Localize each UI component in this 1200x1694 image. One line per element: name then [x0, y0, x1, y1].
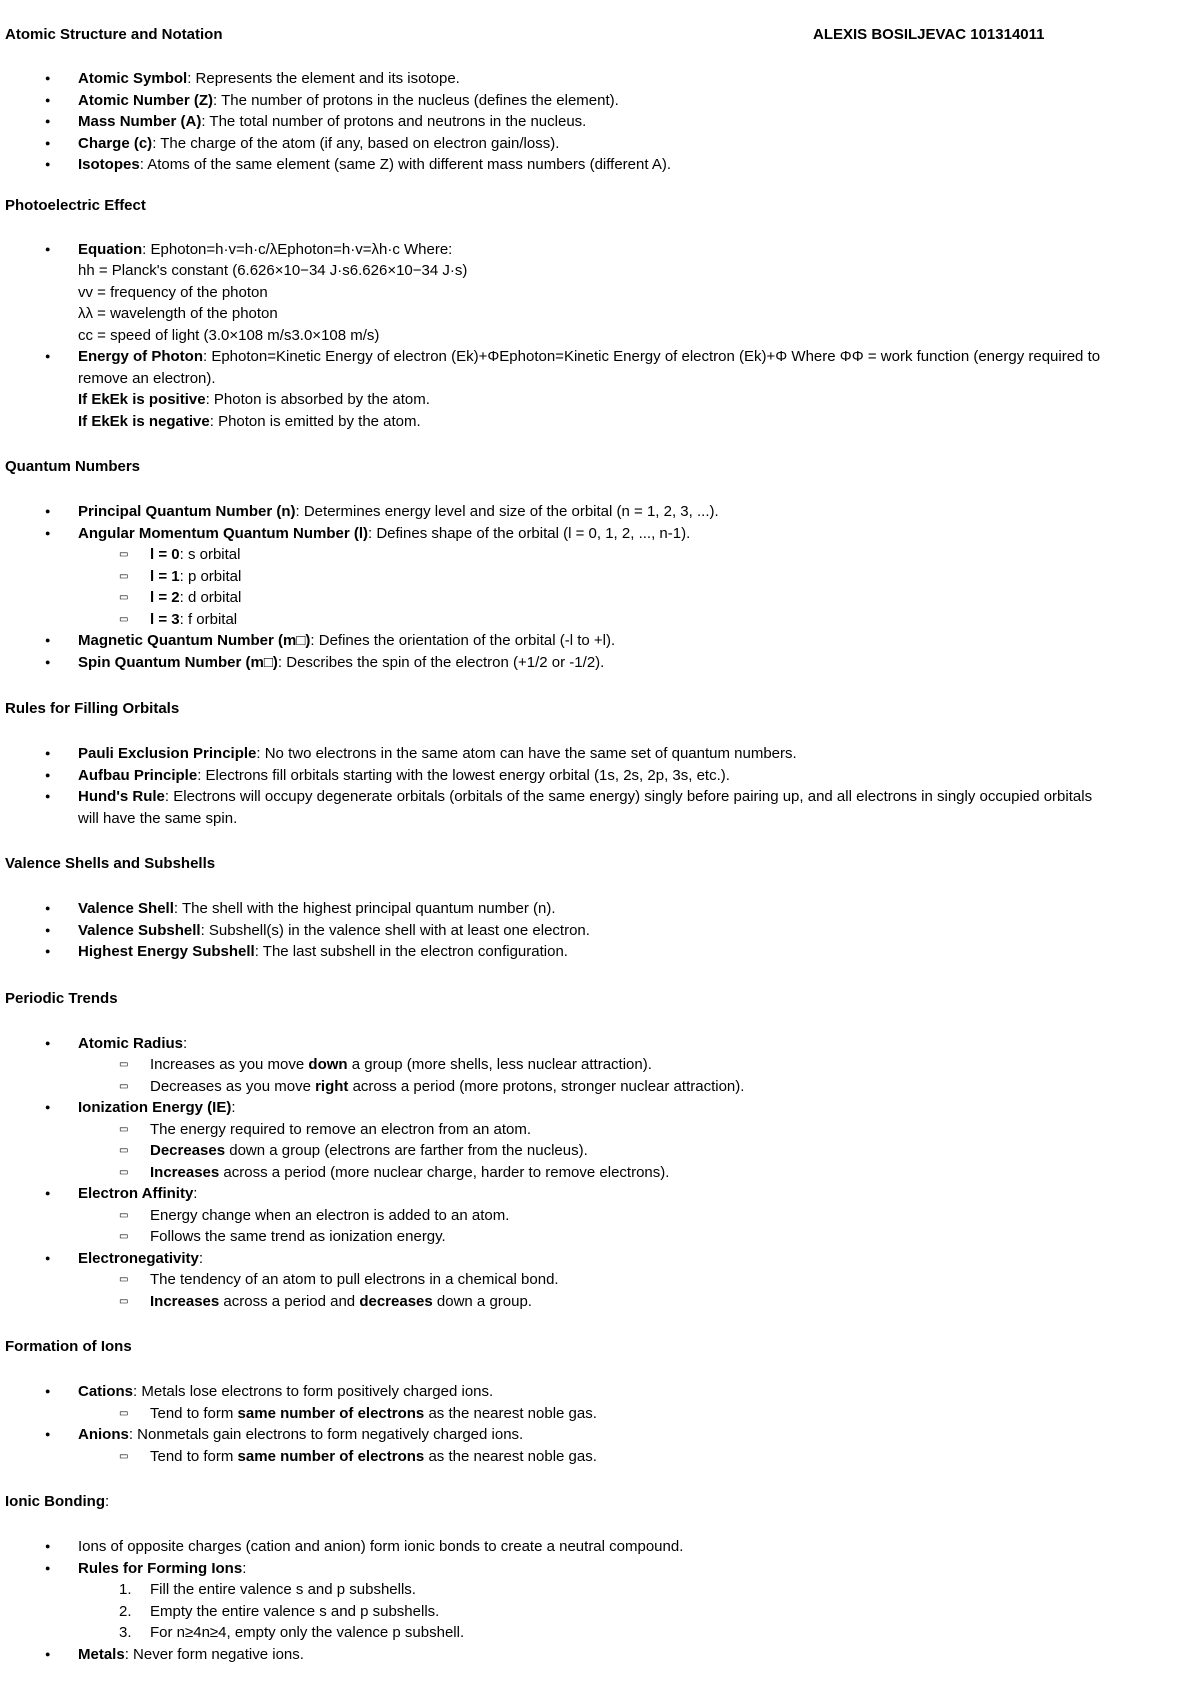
sub-list-item: ▭ Follows the same trend as ionization energy.	[5, 1226, 1193, 1248]
list-item: ● Principal Quantum Number (n): Determines energy level and size of the orbital (n = 1, 2, 3, ...).	[5, 501, 1193, 523]
sub-list-item: ▭ Energy change when an electron is added to an atom.	[5, 1205, 1193, 1227]
sub-list-item: ▭ Tend to form same number of electrons as the nearest noble gas.	[5, 1446, 1193, 1468]
list-item: ● Valence Shell: The shell with the highest principal quantum number (n).	[5, 898, 1193, 920]
list-item: ● Isotopes: Atoms of the same element (same Z) with different mass numbers (different A).	[5, 154, 1193, 176]
sub-list-item: ▭ Decreases as you move right across a period (more protons, stronger nuclear attraction).	[5, 1076, 1193, 1098]
section-heading-trends: Periodic Trends	[5, 989, 118, 1007]
list-item: ● Ions of opposite charges (cation and anion) form ionic bonds to create a neutral compound.	[5, 1536, 1193, 1558]
section-heading-ions: Formation of Ions	[5, 1338, 132, 1355]
sub-list-item: ▭ The energy required to remove an electron from an atom.	[5, 1119, 1193, 1141]
sub-list-item: ▭ Increases as you move down a group (more shells, less nuclear attraction).	[5, 1054, 1193, 1076]
sub-list-item: ▭ Decreases down a group (electrons are farther from the nucleus).	[5, 1140, 1193, 1162]
rules-list	[5, 743, 1193, 829]
list-item: ● Pauli Exclusion Principle: No two electrons in the same atom can have the same set of quantum numbers.	[5, 743, 1193, 765]
sub-list-item: ▭ l = 0: s orbital	[5, 544, 1193, 566]
list-item: ● Energy of Photon: Ephoton=Kinetic Energy of electron (Ek)+ΦEphoton=Kinetic Energy of electron (Ek)+Φ Where ΦΦ = work function (energy required to remove an electron). If EkEk is positive: Photon is absorbed by the atom. If EkEk is negative: Photon is emitted by the atom.	[5, 346, 1193, 432]
sub-list-item: ▭ Tend to form same number of electrons as the nearest noble gas.	[5, 1403, 1193, 1425]
list-item: ● Spin Quantum Number (m□): Describes the spin of the electron (+1/2 or -1/2).	[5, 652, 1193, 674]
list-item: ● Equation: Ephoton=h·v=h·c/λEphoton=h·v=λh·c Where: hh = Planck's constant (6.626×10−34 J·s6.626×10−34 J·s) vv = frequency of the photon λλ = wavelength of the photon cc = speed of light (3.0×108 m/s3.0×108 m/s)	[5, 239, 1193, 347]
section-heading-ionic-bonding: Ionic Bonding:	[5, 1493, 110, 1510]
quantum-list	[5, 501, 1193, 673]
trends-list	[5, 1033, 1193, 1313]
section-heading-photoelectric: Photoelectric Effect	[5, 196, 146, 214]
list-item: ● Aufbau Principle: Electrons fill orbitals starting with the lowest energy orbital (1s, 2s, 2p, 3s, etc.).	[5, 765, 1193, 787]
sub-list-item: ▭ Increases across a period and decreases down a group.	[5, 1291, 1193, 1313]
ionic-bonding-list	[5, 1536, 1193, 1665]
list-item: ● Ionization Energy (IE):	[5, 1097, 1193, 1119]
list-item: ● Hund's Rule: Electrons will occupy degenerate orbitals (orbitals of the same energy) singly before pairing up, and all electrons in singly occupied orbitals will have the same spin.	[5, 786, 1193, 829]
document-title: Atomic Structure and Notation	[5, 26, 223, 43]
list-item: ● Anions: Nonmetals gain electrons to form negatively charged ions.	[5, 1424, 1193, 1446]
list-item: ● Metals: Never form negative ions.	[5, 1644, 1193, 1666]
numbered-item: 2. Empty the entire valence s and p subshells.	[119, 1602, 440, 1620]
sub-list-item: ▭ The tendency of an atom to pull electrons in a chemical bond.	[5, 1269, 1193, 1291]
list-item: ● Magnetic Quantum Number (m□): Defines the orientation of the orbital (-l to +l).	[5, 630, 1193, 652]
ions-list	[5, 1381, 1193, 1467]
list-item: ● Atomic Symbol: Represents the element and its isotope.	[5, 68, 1193, 90]
list-item: ● Angular Momentum Quantum Number (l): Defines shape of the orbital (l = 0, 1, 2, ..., n-1).	[5, 523, 1193, 545]
document-header	[5, 26, 1193, 48]
numbered-item: 3. For n≥4n≥4, empty only the valence p subshell.	[119, 1624, 465, 1641]
author-name: ALEXIS BOSILJEVAC 101314011	[813, 26, 1045, 43]
list-item: ● Atomic Number (Z): The number of protons in the nucleus (defines the element).	[5, 90, 1193, 112]
sub-list-item: ▭ l = 1: p orbital	[5, 566, 1193, 588]
list-item: ● Electron Affinity:	[5, 1183, 1193, 1205]
sub-list-item: ▭ l = 3: f orbital	[5, 609, 1193, 631]
section-heading-rules: Rules for Filling Orbitals	[5, 700, 180, 717]
numbered-item: 1. Fill the entire valence s and p subshells.	[119, 1581, 416, 1598]
list-item: ● Valence Subshell: Subshell(s) in the valence shell with at least one electron.	[5, 920, 1193, 942]
list-item: ● Electronegativity:	[5, 1248, 1193, 1270]
document-page	[5, 26, 1193, 1665]
valence-list	[5, 898, 1193, 963]
sub-list-item: ▭ Increases across a period (more nuclear charge, harder to remove electrons).	[5, 1162, 1193, 1184]
photoelectric-list	[5, 239, 1193, 433]
sub-list-item: ▭ l = 2: d orbital	[5, 587, 1193, 609]
atomic-structure-list	[5, 68, 1193, 176]
list-item: ● Atomic Radius:	[5, 1033, 1193, 1055]
list-item: ● Cations: Metals lose electrons to form positively charged ions.	[5, 1381, 1193, 1403]
list-item: ● Charge (c): The charge of the atom (if any, based on electron gain/loss).	[5, 133, 1193, 155]
list-item: ● Highest Energy Subshell: The last subshell in the electron configuration.	[5, 941, 1193, 963]
list-item: ● Mass Number (A): The total number of protons and neutrons in the nucleus.	[5, 111, 1193, 133]
section-heading-quantum: Quantum Numbers	[5, 458, 141, 475]
list-item: ● Rules for Forming Ions:	[5, 1558, 1193, 1580]
section-heading-valence: Valence Shells and Subshells	[5, 855, 216, 872]
